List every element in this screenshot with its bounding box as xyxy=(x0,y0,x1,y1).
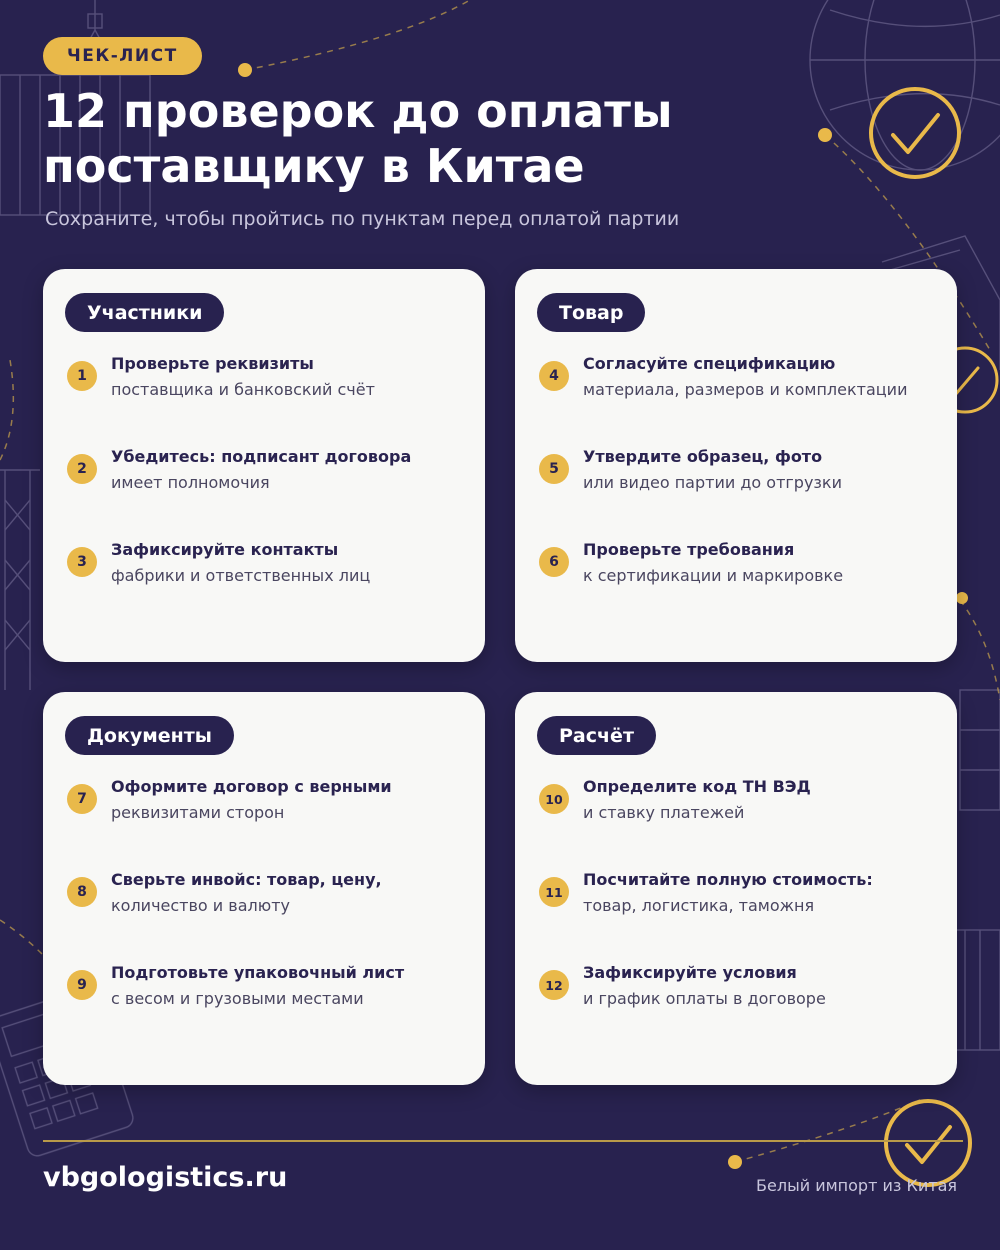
item-title: Проверьте требования xyxy=(583,540,795,559)
container-icon xyxy=(955,690,1000,1050)
website-link[interactable]: vbgologistics.ru xyxy=(43,1162,288,1193)
item-description: поставщика и банковский счёт xyxy=(111,380,375,399)
item-number-badge: 8 xyxy=(67,877,97,907)
checklist-item xyxy=(539,960,945,1020)
checklist-item xyxy=(539,774,945,834)
item-number-badge: 9 xyxy=(67,970,97,1000)
checklist-tag: ЧЕК-ЛИСТ xyxy=(43,37,202,75)
check-circle-icon xyxy=(886,1101,970,1185)
item-title: Подготовьте упаковочный лист xyxy=(111,963,405,982)
checklist-item xyxy=(67,774,473,834)
checklist-item xyxy=(539,537,945,597)
item-number-badge: 11 xyxy=(539,877,569,907)
item-description: реквизитами сторон xyxy=(111,803,285,822)
item-title: Проверьте реквизиты xyxy=(111,354,314,373)
section-title: Расчёт xyxy=(537,716,656,755)
section-title: Документы xyxy=(65,716,234,755)
item-number-badge: 6 xyxy=(539,547,569,577)
section-card-participants xyxy=(43,269,485,662)
item-description: и график оплаты в договоре xyxy=(583,989,826,1008)
item-text xyxy=(111,444,411,496)
item-number-badge: 2 xyxy=(67,454,97,484)
item-text xyxy=(111,351,375,403)
page-title xyxy=(43,84,823,194)
item-text xyxy=(111,960,404,1012)
globe-icon xyxy=(810,0,1000,170)
checklist-item xyxy=(67,960,473,1020)
item-text xyxy=(583,867,873,919)
page-subtitle: Сохраните, чтобы пройтись по пунктам перед оплатой партии xyxy=(45,208,680,230)
item-description: количество и валюту xyxy=(111,896,290,915)
item-text xyxy=(583,774,811,826)
checklist-item xyxy=(539,867,945,927)
checklist-item xyxy=(539,444,945,504)
section-card-payment xyxy=(515,692,957,1085)
item-number-badge: 7 xyxy=(67,784,97,814)
item-number-badge: 4 xyxy=(539,361,569,391)
item-description: или видео партии до отгрузки xyxy=(583,473,842,492)
item-title: Оформите договор с верными xyxy=(111,777,392,796)
item-description: товар, логистика, таможня xyxy=(583,896,815,915)
section-card-product xyxy=(515,269,957,662)
item-text xyxy=(111,537,370,589)
item-text xyxy=(111,867,382,919)
item-description: материала, размеров и комплектации xyxy=(583,380,908,399)
crane-icon xyxy=(0,470,40,690)
section-card-documents xyxy=(43,692,485,1085)
page-title-line: 12 проверок до оплаты xyxy=(43,84,673,138)
checklist-item xyxy=(539,351,945,411)
item-title: Согласуйте спецификацию xyxy=(583,354,836,373)
page-title-line: поставщику в Китае xyxy=(43,139,585,194)
item-description: фабрики и ответственных лиц xyxy=(111,566,371,585)
item-title: Убедитесь: подписант договора xyxy=(111,447,412,466)
item-text xyxy=(111,774,392,826)
item-title: Утвердите образец, фото xyxy=(583,447,823,466)
item-number-badge: 12 xyxy=(539,970,569,1000)
checklist-item xyxy=(67,867,473,927)
item-title: Сверьте инвойс: товар, цену, xyxy=(111,870,382,889)
item-title: Посчитайте полную стоимость: xyxy=(583,870,873,889)
item-number-badge: 3 xyxy=(67,547,97,577)
item-text xyxy=(583,960,826,1012)
section-title: Товар xyxy=(537,293,645,332)
item-text xyxy=(583,444,842,496)
item-number-badge: 5 xyxy=(539,454,569,484)
item-title: Зафиксируйте условия xyxy=(583,963,797,982)
checklist-item xyxy=(67,537,473,597)
footer-slogan: Белый импорт из Китая xyxy=(756,1176,957,1195)
item-text xyxy=(583,537,843,589)
item-number-badge: 10 xyxy=(539,784,569,814)
checklist-item xyxy=(67,444,473,504)
item-number-badge: 1 xyxy=(67,361,97,391)
item-description: и ставку платежей xyxy=(583,803,745,822)
footer-divider xyxy=(43,1140,963,1142)
item-title: Определите код ТН ВЭД xyxy=(583,777,811,796)
item-text xyxy=(583,351,907,403)
item-description: имеет полномочия xyxy=(111,473,270,492)
checklist-item xyxy=(67,351,473,411)
item-description: с весом и грузовыми местами xyxy=(111,989,364,1008)
item-title: Зафиксируйте контакты xyxy=(111,540,339,559)
section-title: Участники xyxy=(65,293,224,332)
check-circle-icon xyxy=(871,89,959,177)
item-description: к сертификации и маркировке xyxy=(583,566,844,585)
